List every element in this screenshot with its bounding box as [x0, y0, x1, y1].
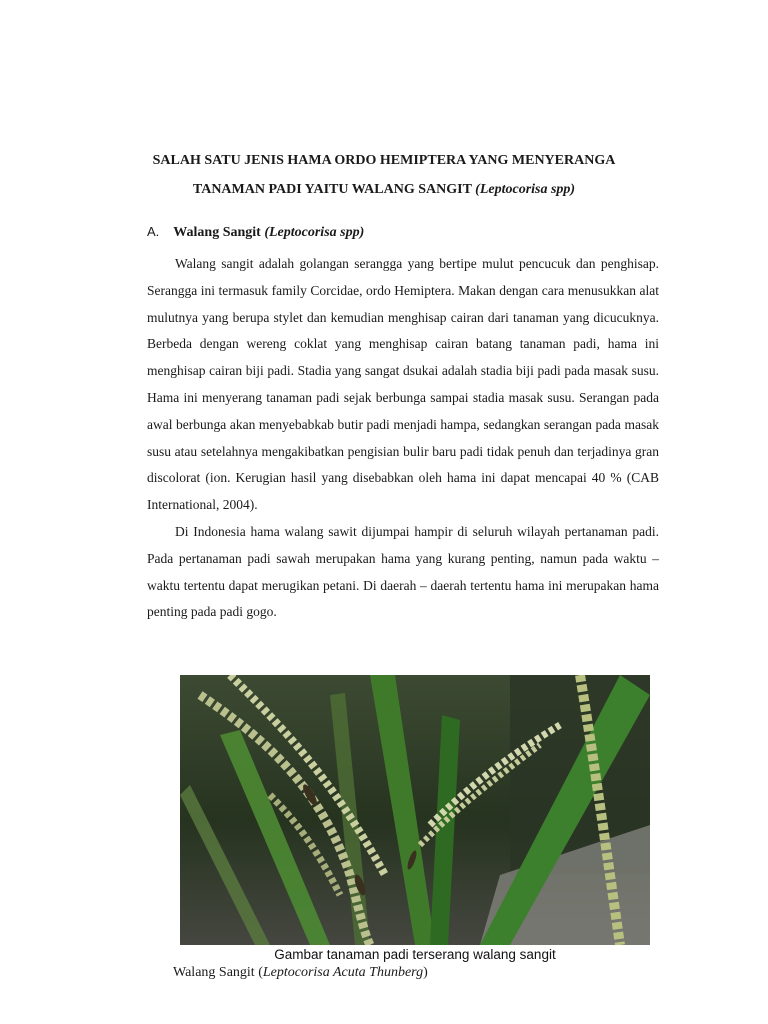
document-title — [120, 146, 648, 204]
body-text — [147, 251, 659, 626]
title-line-2-main: TANAMAN PADI YAITU WALANG SANGIT — [192, 182, 476, 197]
section-letter: A. — [147, 224, 160, 239]
figure-caption-prefix: Walang Sangit ( — [173, 965, 263, 980]
title-line-1: SALAH SATU JENIS HAMA ORDO HEMIPTERA YANG MENYERANGA — [152, 153, 616, 168]
rice-plant-photo — [180, 675, 650, 965]
paragraph-1: Walang sangit adalah golangan serangga yang bertipe mulut pencucuk dan penghisap. Serangga ini termasuk family Corcidae, ordo Hemiptera. Makan dengan cara menusukkan alat mulutnya yang berupa stylet dan kemudian menghisap cairan dari tanaman yang dicucuknya. Berbeda dengan wereng coklat yang menghisap cairan batang tanaman padi, hama ini menghisap cairan biji padi. Stadia yang sangat dsukai adalah stadia biji padi pada masak susu. Hama ini menyerang tanaman padi sejak berbunga sampai stadia masak susu. Serangan pada awal berbunga akan menyebabkab butir padi menjadi hampa, sedangkan serangan pada masak susu atau setelahnya mengakibatkan pengisian bulir baru padi tidak penuh dan terjadinya gran discolorat (ion. Kerugian hasil yang disebabkan oleh hama ini dapat mencapai 40 % (CAB International, 2004). — [147, 256, 659, 513]
section-name — [173, 225, 364, 240]
figure-caption-suffix: ) — [423, 965, 428, 980]
figure-caption — [173, 965, 428, 981]
figure-caption-species: Leptocorisa Acuta Thunberg — [262, 965, 424, 980]
section-name-italic: (Leptocorisa spp) — [264, 225, 365, 240]
section-heading — [147, 224, 364, 241]
photo-caption: Gambar tanaman padi terserang walang sangit — [180, 945, 650, 965]
rice-plant-illustration — [180, 675, 650, 965]
title-line-2-italic: (Leptocorisa spp) — [475, 182, 576, 197]
section-name-main: Walang Sangit — [173, 225, 265, 240]
paragraph-2: Di Indonesia hama walang sawit dijumpai hampir di seluruh wilayah pertanaman padi. Pada pertanaman padi sawah merupakan hama yang kurang penting, namun pada waktu – waktu tertentu dapat merugikan petani. Di daerah – daerah tertentu hama ini merupakan hama penting pada padi gogo. — [147, 523, 659, 620]
title-line-2 — [120, 175, 648, 204]
